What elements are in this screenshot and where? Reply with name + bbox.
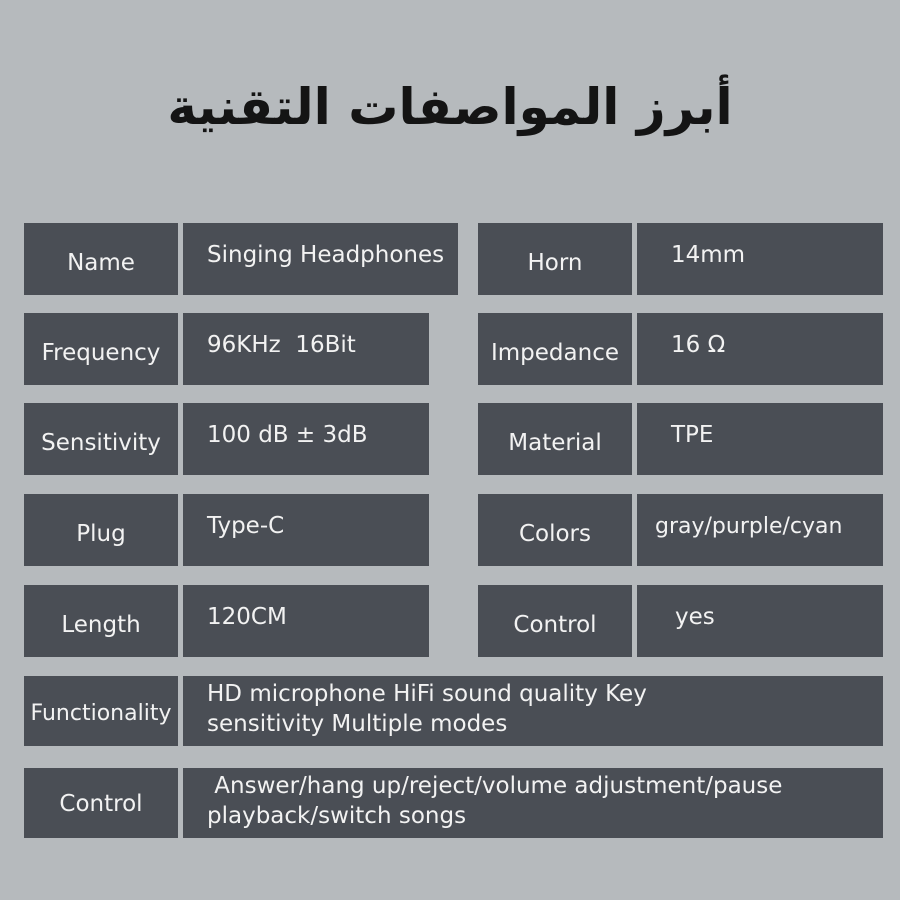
value-text: 100 dB ± 3dB — [207, 422, 368, 448]
spec-value-name — [183, 223, 458, 295]
spec-value-plug — [183, 494, 429, 566]
spec-value-impedance — [637, 313, 883, 385]
label-text: Control — [513, 612, 597, 638]
spec-label-control — [478, 585, 632, 657]
value-line-2: playback/switch songs — [207, 803, 467, 829]
spec-value-horn — [637, 223, 883, 295]
value-text: Type-C — [207, 513, 285, 539]
value-text: yes — [675, 604, 715, 630]
value-text: Singing Headphones — [207, 242, 445, 268]
value-line-2: sensitivity Multiple modes — [207, 711, 508, 737]
page-title: أبرز المواصفات التقنية — [167, 78, 733, 136]
label-text: Impedance — [490, 340, 619, 366]
label-text: Material — [508, 430, 602, 456]
spec-value-length — [183, 585, 429, 657]
spec-label-functionality — [24, 676, 178, 746]
value-line-1: HD microphone HiFi sound quality Key — [207, 681, 647, 707]
spec-value-colors — [637, 494, 883, 566]
spec-value-control — [637, 585, 883, 657]
spec-label-control-detail — [24, 768, 178, 838]
spec-value-control-detail — [183, 768, 883, 838]
value-text: 16 Ω — [671, 332, 726, 358]
spec-label-name — [24, 223, 178, 295]
value-text: 120CM — [207, 604, 287, 630]
value-text: 96KHz 16Bit — [207, 332, 356, 358]
label-text: Frequency — [41, 340, 161, 366]
label-text: Plug — [76, 521, 126, 547]
value-text: TPE — [671, 422, 714, 448]
spec-label-impedance — [478, 313, 632, 385]
label-text: Control — [59, 791, 143, 817]
spec-label-sensitivity — [24, 403, 178, 475]
spec-value-sensitivity — [183, 403, 429, 475]
value-text: 14mm — [671, 242, 746, 268]
label-text: Name — [67, 250, 135, 276]
label-text: Colors — [518, 521, 592, 547]
spec-value-functionality — [183, 676, 883, 746]
label-text: Horn — [527, 250, 583, 276]
label-text: Sensitivity — [41, 430, 161, 456]
spec-label-plug — [24, 494, 178, 566]
spec-label-horn — [478, 223, 632, 295]
value-line-1: Answer/hang up/reject/volume adjustment/pause — [207, 773, 783, 799]
label-text: Length — [61, 612, 141, 638]
spec-value-frequency — [183, 313, 429, 385]
value-lines — [207, 771, 782, 831]
spec-label-material — [478, 403, 632, 475]
label-text: Functionality — [30, 700, 172, 726]
spec-label-frequency — [24, 313, 178, 385]
spec-label-length — [24, 585, 178, 657]
value-lines — [207, 679, 647, 739]
spec-value-material — [637, 403, 883, 475]
value-text: gray/purple/cyan — [655, 513, 843, 539]
spec-label-colors — [478, 494, 632, 566]
